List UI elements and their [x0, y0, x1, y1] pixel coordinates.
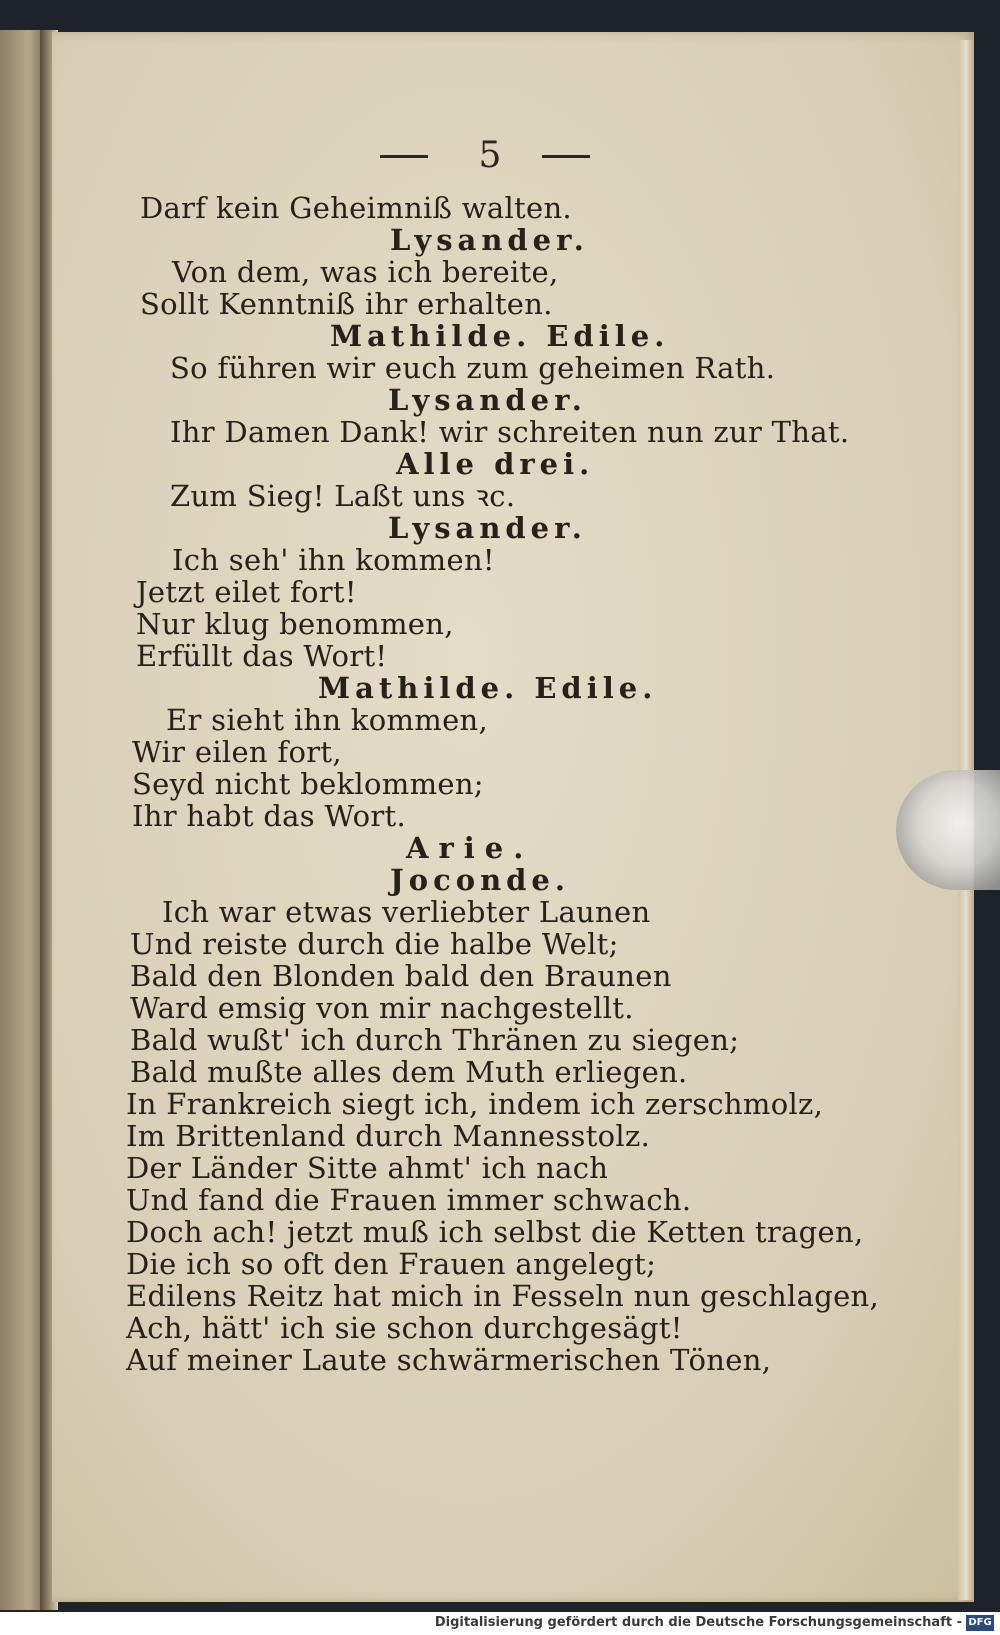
text-line: Auf meiner Laute schwärmerischen Tönen,	[126, 1343, 772, 1377]
text-line: Die ich so oft den Frauen angelegt;	[126, 1247, 657, 1281]
speaker-line: Joconde.	[390, 863, 570, 897]
text-line: Ich war etwas verliebter Launen	[162, 895, 651, 929]
text-line: Darf kein Geheimniß walten.	[140, 191, 572, 225]
text-line: In Frankreich siegt ich, indem ich zerschmolz,	[126, 1087, 824, 1121]
text-line: Erfüllt das Wort!	[136, 639, 388, 673]
text-line: Jetzt eilet fort!	[136, 575, 357, 609]
speaker-line: Alle drei.	[396, 447, 595, 481]
text-line: Ich seh' ihn kommen!	[172, 543, 495, 577]
text-line: Von dem, was ich bereite,	[172, 255, 559, 289]
text-line: Im Brittenland durch Mannesstolz.	[126, 1119, 651, 1153]
text-line: Seyd nicht beklommen;	[132, 767, 484, 801]
text-line: Bald wußt' ich durch Thränen zu siegen;	[130, 1023, 740, 1057]
text-line: Und fand die Frauen immer schwach.	[126, 1183, 692, 1217]
text-line: Ward emsig von mir nachgestellt.	[130, 991, 634, 1025]
text-line: Der Länder Sitte ahmt' ich nach	[126, 1151, 609, 1185]
speaker-line: Lysander.	[388, 383, 587, 417]
text-line: So führen wir euch zum geheimen Rath.	[170, 351, 776, 385]
text-line: Ihr Damen Dank! wir schreiten nun zur That.	[170, 415, 850, 449]
speaker-line: Mathilde. Edile.	[330, 319, 670, 353]
text-line: Sollt Kenntniß ihr erhalten.	[140, 287, 553, 321]
speaker-line: Lysander.	[390, 223, 589, 257]
text-line: Zum Sieg! Laßt uns ꝛc.	[170, 479, 516, 513]
text-line: Ach, hätt' ich sie schon durchgesägt!	[126, 1311, 683, 1345]
text-line: Wir eilen fort,	[132, 735, 342, 769]
text-line: Edilens Reitz hat mich in Fesseln nun geschlagen,	[126, 1279, 880, 1313]
text-line: Doch ach! jetzt muß ich selbst die Ketten tragen,	[126, 1215, 864, 1249]
text-line: Ihr habt das Wort.	[132, 799, 407, 833]
text-line: Bald mußte alles dem Muth erliegen.	[130, 1055, 688, 1089]
page-number: 5	[478, 135, 502, 176]
text-line: Er sieht ihn kommen,	[166, 703, 489, 737]
text-line: Nur klug benommen,	[136, 607, 454, 641]
speaker-line: Mathilde. Edile.	[318, 671, 658, 705]
dfg-logo: DFG	[966, 1615, 994, 1631]
speaker-line: Lysander.	[388, 511, 587, 545]
heading-line: Arie.	[406, 831, 534, 865]
funding-notice: Digitalisierung gefördert durch die Deutsche Forschungsgemeinschaft -	[434, 1615, 962, 1630]
text-line: Und reiste durch die halbe Welt;	[130, 927, 619, 961]
page-number-dash-right	[542, 155, 590, 158]
text-line: Bald den Blonden bald den Braunen	[130, 959, 672, 993]
